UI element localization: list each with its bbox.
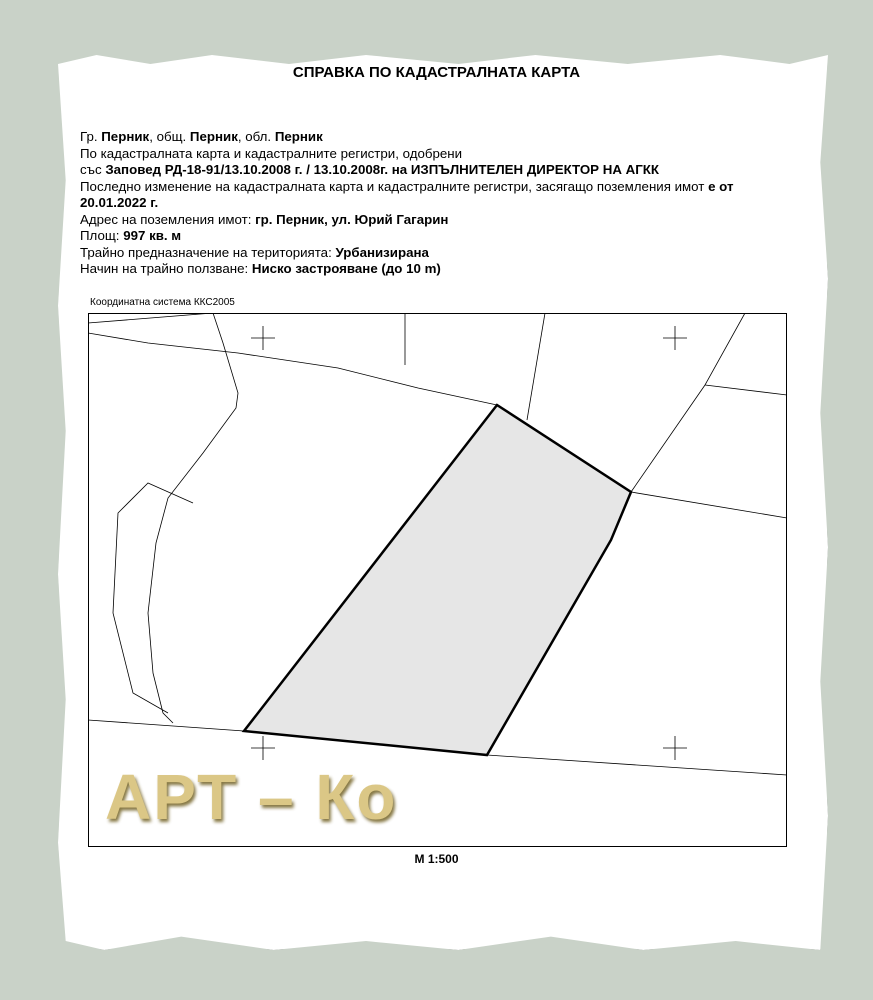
property-info: Гр. Перник, общ. Перник, обл. Перник По кадастралната карта и кадастралните регистри, одобрени със Заповед РД-18-91/13.10.2008 г. / 13.10.2008г. на ИЗПЪЛНИТЕЛЕН ДИРЕКТОР НА АГКК Последно изменение на кадастралната карта и кадастралните регистри, засягащо поземления имот е от 20.01.2022 г. Адрес на поземления имот: гр. Перник, ул. Юрий Гагарин Площ: 997 кв. м Трайно предназначение на територията: Урбанизирана Начин на трайно ползване: Ниско застрояване (до 10 m) [80,129,734,276]
document-title: СПРАВКА ПО КАДАСТРАЛНАТА КАРТА [292,64,581,81]
watermark: АРТ – Ко [105,761,398,833]
map-scale: М 1:500 [414,852,459,866]
coordinate-system-label: Координатна система ККС2005 [90,297,235,308]
